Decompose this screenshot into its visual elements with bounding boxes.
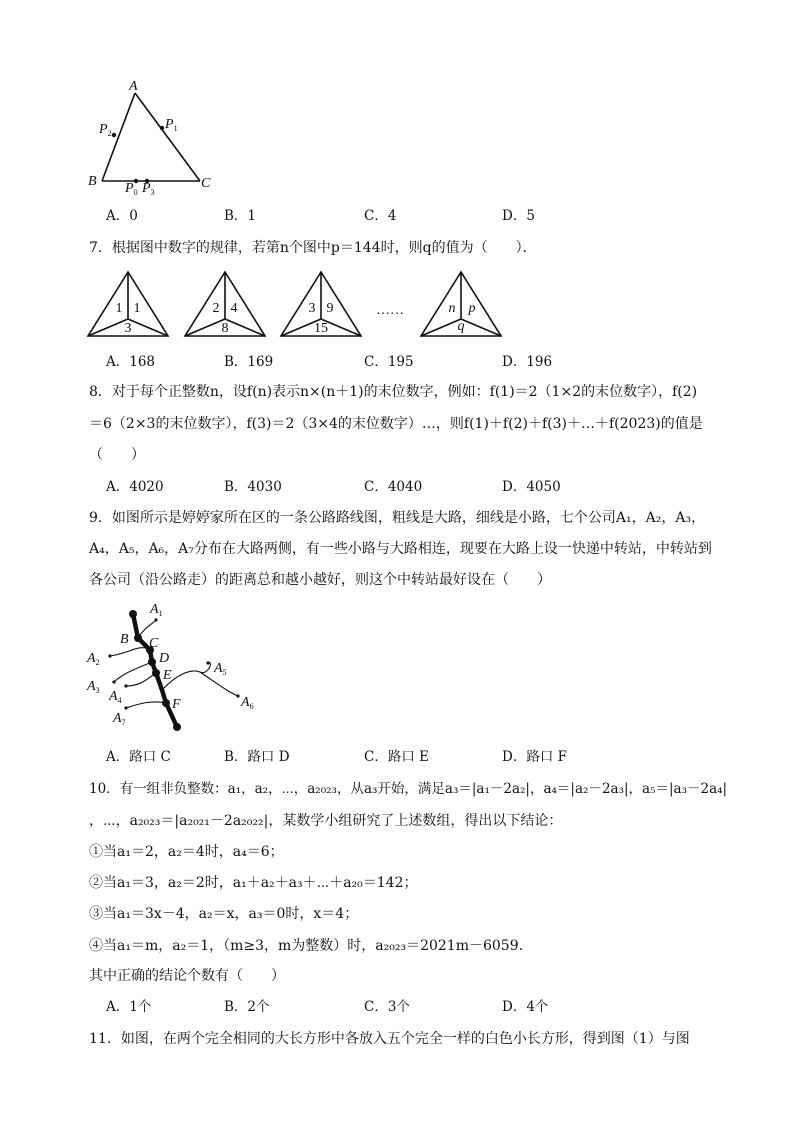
q10-conclusion-1: ①当a₁＝2，a₂＝4时，a₄＝6； bbox=[89, 844, 284, 860]
road-a4 bbox=[126, 673, 156, 686]
label-b: B bbox=[88, 174, 97, 189]
label-p0: $P_0$ bbox=[125, 181, 138, 197]
q9-option-a: A．路口 C bbox=[106, 749, 171, 765]
q9-option-c: C．路口 E bbox=[364, 749, 429, 765]
fig2-right: 4 bbox=[230, 301, 238, 316]
q8-line3: （ ） bbox=[89, 447, 145, 463]
q6-option-c: C．4 bbox=[364, 208, 397, 224]
q8-option-b: B．4030 bbox=[224, 479, 282, 495]
q9-line3: 各公司（沿公路走）的距离总和越小越好，则这个中转站最好设在（ ） bbox=[89, 572, 551, 588]
road-end-bottom bbox=[173, 723, 181, 731]
junction-d bbox=[148, 658, 156, 666]
q10-option-a: A．1个 bbox=[106, 999, 152, 1015]
q10-conclusion-3: ③当a₁＝3x－4，a₂＝x，a₃＝0时，x＝4； bbox=[89, 906, 359, 922]
label-a5: $A_5$ bbox=[214, 661, 227, 677]
q9-line1: 9．如图所示是婷婷家所在区的一条公路路线图，粗线是大路，细线是小路，七个公司A₁，A₂，A₃， bbox=[89, 510, 706, 526]
label-d: D bbox=[159, 651, 170, 666]
label-c: C bbox=[201, 176, 211, 191]
label-f: F bbox=[172, 697, 181, 712]
label-a1: $A_1$ bbox=[150, 602, 163, 618]
label-p2: $P_2$ bbox=[99, 122, 112, 138]
q9-line2: A₄，A₅，A₆，A₇分布在大路两侧，有一些小路与大路相连，现要在大路上设一快递中转站，中转站到 bbox=[89, 541, 712, 557]
junction-e bbox=[152, 669, 160, 677]
q7-triangles-figure bbox=[80, 264, 520, 344]
label-b: B bbox=[120, 632, 129, 647]
fig2-bottom: 8 bbox=[221, 321, 229, 336]
q10-conclusion-2: ②当a₁＝3，a₂＝2时，a₁＋a₂＋a₃＋⋯＋a₂₀＝142； bbox=[89, 875, 418, 891]
q9-option-d: D．路口 F bbox=[502, 749, 567, 765]
road-a2 bbox=[110, 648, 150, 656]
label-p1: $P_1$ bbox=[165, 117, 178, 133]
q7-stem: 7．根据图中数字的规律，若第n个图中p＝144时，则q的值为（ ）． bbox=[89, 240, 537, 256]
point-p1 bbox=[160, 126, 164, 130]
fig2-left: 2 bbox=[212, 301, 220, 316]
q7-option-b: B．169 bbox=[224, 354, 274, 370]
label-a2: $A_2$ bbox=[87, 651, 100, 667]
fig1-right: 1 bbox=[133, 301, 141, 316]
label-a4: $A_4$ bbox=[109, 689, 122, 705]
road-a3 bbox=[114, 662, 152, 682]
road-end-top bbox=[129, 610, 137, 618]
junction-f bbox=[162, 699, 170, 707]
q10-option-b: B．2个 bbox=[224, 999, 270, 1015]
q8-option-d: D．4050 bbox=[502, 479, 561, 495]
q8-line2: ＝6（2×3的末位数字），f(3)＝2（3×4的末位数字）…，则f(1)＋f(2)＋f(3)＋…＋f(2023)的值是 bbox=[89, 416, 703, 432]
q6-option-b: B．1 bbox=[224, 208, 257, 224]
road-a7 bbox=[126, 702, 166, 708]
q9-road-map-figure bbox=[80, 598, 280, 738]
q7-option-d: D．196 bbox=[502, 354, 553, 370]
fig3-left: 3 bbox=[308, 301, 316, 316]
fig1-bottom: 3 bbox=[124, 321, 132, 336]
ellipsis: …… bbox=[376, 303, 404, 318]
label-a: A bbox=[129, 79, 138, 94]
q8-line1: 8．对于每个正整数n，设f(n)表示n×(n＋1)的末位数字，例如：f(1)＝2（1×2的末位数字），f(2) bbox=[89, 384, 698, 400]
label-a3: $A_3$ bbox=[87, 679, 100, 695]
side-ac bbox=[135, 93, 200, 181]
q8-option-c: C．4040 bbox=[364, 479, 423, 495]
fig4-left: n bbox=[448, 301, 456, 316]
fig3-bottom: 15 bbox=[314, 321, 328, 336]
fig1-left: 1 bbox=[115, 301, 123, 316]
q7-option-a: A．168 bbox=[106, 354, 156, 370]
q10-conclusion-4: ④当a₁＝m，a₂＝1，（m≥3，m为整数）时，a₂₀₂₃＝2021m－6059． bbox=[89, 938, 533, 954]
label-a6: $A_6$ bbox=[241, 695, 254, 711]
junction-b bbox=[134, 634, 142, 642]
q10-option-c: C．3个 bbox=[364, 999, 410, 1015]
label-c: C bbox=[149, 636, 159, 651]
label-a7: $A_7$ bbox=[113, 711, 126, 727]
point-p0 bbox=[134, 179, 138, 183]
q6-option-a: A．0 bbox=[106, 208, 138, 224]
fig4-bottom: q bbox=[457, 319, 465, 334]
q9-option-b: B．路口 D bbox=[224, 749, 290, 765]
fig3-right: 9 bbox=[326, 301, 334, 316]
q10-question: 其中正确的结论个数有（ ） bbox=[89, 968, 285, 984]
point-p2 bbox=[112, 133, 116, 137]
label-p3: $P_3$ bbox=[142, 181, 155, 197]
q8-option-a: A．4020 bbox=[106, 479, 164, 495]
q11-line1: 11．如图，在两个完全相同的大长方形中各放入五个完全一样的白色小长方形，得到图（1）与图 bbox=[89, 1031, 690, 1047]
q10-line1: 10．有一组非负整数：a₁，a₂，⋯，a₂₀₂₃，从a₃开始，满足a₃＝|a₁－2a₂|，a₄＝|a₂－2a₃|，a₅＝|a₃－2a₄| bbox=[89, 781, 728, 797]
q6-triangle-figure bbox=[80, 75, 230, 200]
q7-option-c: C．195 bbox=[364, 354, 414, 370]
q10-line2: ，⋯，a₂₀₂₃＝|a₂₀₂₁－2a₂₀₂₂|，某数学小组研究了上述数组，得出以下结论： bbox=[89, 813, 563, 829]
fig4-right: p bbox=[468, 301, 476, 316]
label-e: E bbox=[163, 668, 172, 683]
q10-option-d: D．4个 bbox=[502, 999, 549, 1015]
q6-option-d: D．5 bbox=[502, 208, 535, 224]
